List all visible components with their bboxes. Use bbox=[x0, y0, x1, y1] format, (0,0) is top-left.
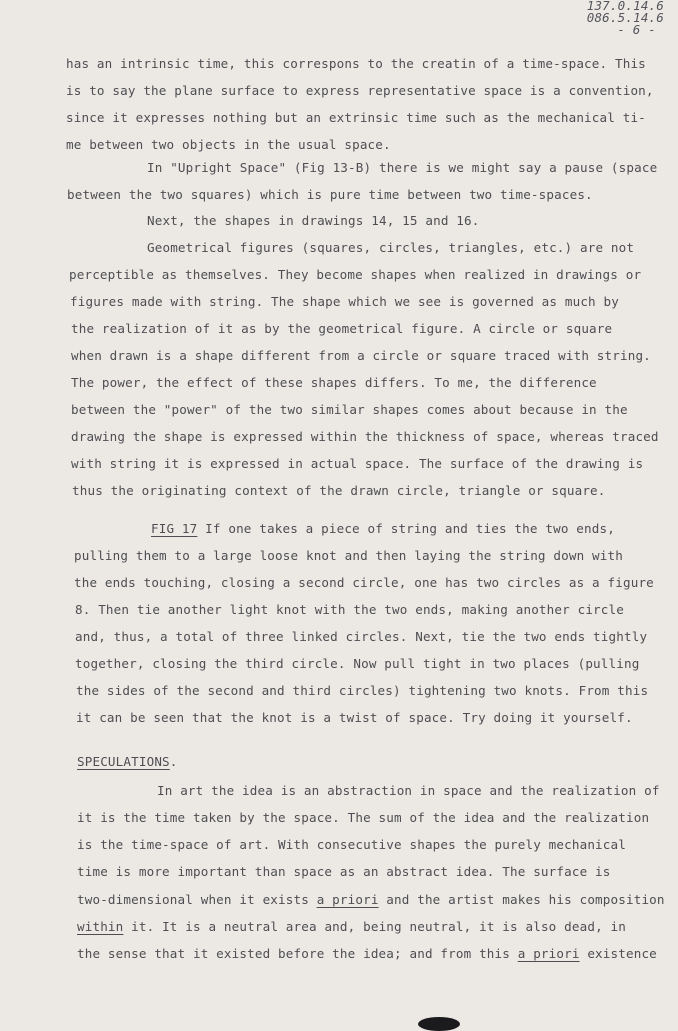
text-line bbox=[66, 138, 391, 152]
text-segment: the sense that it existed before the idea; and from this bbox=[77, 946, 518, 961]
text-segment: with string it is expressed in actual space. The surface of the drawing is bbox=[71, 456, 644, 471]
text-line bbox=[74, 549, 623, 563]
text-segment: In "Upright Space" (Fig 13-B) there is we might say a pause (space bbox=[147, 160, 658, 175]
text-segment: since it expresses nothing but an extrinsic time such as the mechanical ti- bbox=[66, 110, 646, 125]
underlined-text: a priori bbox=[517, 946, 580, 961]
text-segment: the ends touching, closing a second circle, one has two circles as a figure bbox=[74, 575, 654, 590]
text-segment: The power, the effect of these shapes differs. To me, the difference bbox=[71, 375, 597, 390]
archive-reference-annotation bbox=[587, 0, 664, 36]
text-segment: when drawn is a shape different from a circle or square traced with string. bbox=[71, 348, 651, 363]
text-line bbox=[66, 111, 646, 125]
text-line bbox=[77, 947, 657, 961]
text-line bbox=[147, 214, 479, 228]
page-number: - 6 - bbox=[617, 22, 656, 37]
text-segment: Next, the shapes in drawings 14, 15 and 16. bbox=[147, 213, 480, 228]
text-line bbox=[71, 430, 659, 444]
text-line bbox=[151, 522, 615, 536]
binder-hole-shadow bbox=[418, 1017, 460, 1031]
text-segment: between the two squares) which is pure time between two time-spaces. bbox=[67, 187, 593, 202]
text-segment: together, closing the third circle. Now pull tight in two places (pulling bbox=[75, 656, 640, 671]
text-segment: is to say the plane surface to express representative space is a convention, bbox=[66, 83, 654, 98]
text-segment: the sides of the second and third circles) tightening two knots. From this bbox=[76, 683, 649, 698]
text-line bbox=[72, 484, 606, 498]
text-segment: two-dimensional when it exists bbox=[77, 892, 317, 907]
text-line bbox=[74, 576, 654, 590]
text-line bbox=[75, 603, 624, 617]
text-line bbox=[75, 657, 639, 671]
text-line bbox=[77, 838, 626, 852]
text-line bbox=[147, 241, 634, 255]
text-line bbox=[77, 893, 665, 907]
text-segment: . bbox=[169, 754, 178, 769]
text-segment: existence bbox=[579, 946, 657, 961]
text-line bbox=[71, 349, 651, 363]
text-segment: it is the time taken by the space. The sum of the idea and the realization bbox=[77, 810, 650, 825]
text-segment: pulling them to a large loose knot and then laying the string down with bbox=[74, 548, 623, 563]
text-segment: 8. Then tie another light knot with the two ends, making another circle bbox=[75, 602, 624, 617]
text-segment: between the "power" of the two similar shapes comes about because in the bbox=[71, 402, 628, 417]
text-line bbox=[77, 755, 178, 769]
archive-ref-1: 137.0.14.6 bbox=[586, 0, 664, 13]
text-segment: the realization of it as by the geometrical figure. A circle or square bbox=[71, 321, 613, 336]
text-line bbox=[77, 865, 611, 879]
text-line bbox=[77, 920, 626, 934]
text-line bbox=[76, 684, 648, 698]
text-segment: Geometrical figures (squares, circles, triangles, etc.) are not bbox=[147, 240, 635, 255]
text-segment: In art the idea is an abstraction in space and the realization of bbox=[157, 783, 660, 798]
text-line bbox=[147, 161, 657, 175]
underlined-text: a priori bbox=[316, 892, 379, 907]
text-segment: and the artist makes his composition bbox=[378, 892, 665, 907]
underlined-text: within bbox=[77, 919, 124, 934]
text-segment: is the time-space of art. With consecutive shapes the purely mechanical bbox=[77, 837, 626, 852]
text-line bbox=[76, 711, 633, 725]
underlined-text: FIG 17 bbox=[151, 521, 198, 536]
text-segment: drawing the shape is expressed within the thickness of space, whereas traced bbox=[71, 429, 659, 444]
text-line bbox=[66, 84, 654, 98]
underlined-text: SPECULATIONS bbox=[77, 754, 170, 769]
text-segment: perceptible as themselves. They become shapes when realized in drawings or bbox=[69, 267, 642, 282]
text-segment: If one takes a piece of string and ties the two ends, bbox=[197, 521, 615, 536]
text-segment: has an intrinsic time, this correspons to the creatin of a time-space. This bbox=[66, 56, 646, 71]
text-line bbox=[69, 268, 641, 282]
text-line bbox=[70, 295, 619, 309]
text-segment: thus the originating context of the drawn circle, triangle or square. bbox=[72, 483, 606, 498]
text-segment: time is more important than space as an abstract idea. The surface is bbox=[77, 864, 611, 879]
text-line bbox=[71, 457, 643, 471]
text-line bbox=[66, 57, 646, 71]
text-line bbox=[71, 322, 612, 336]
text-line bbox=[67, 188, 593, 202]
text-segment: and, thus, a total of three linked circles. Next, tie the two ends tightly bbox=[75, 629, 648, 644]
text-line bbox=[157, 784, 660, 798]
archive-ref-2: 086.5.14.6 bbox=[586, 10, 664, 25]
text-segment: figures made with string. The shape which we see is governed as much by bbox=[70, 294, 619, 309]
text-segment: me between two objects in the usual space. bbox=[66, 137, 391, 152]
text-segment: it. It is a neutral area and, being neutral, it is also dead, in bbox=[123, 919, 626, 934]
text-line bbox=[75, 630, 647, 644]
text-line bbox=[71, 403, 628, 417]
text-segment: it can be seen that the knot is a twist of space. Try doing it yourself. bbox=[76, 710, 633, 725]
text-line bbox=[77, 811, 649, 825]
text-line bbox=[71, 376, 597, 390]
